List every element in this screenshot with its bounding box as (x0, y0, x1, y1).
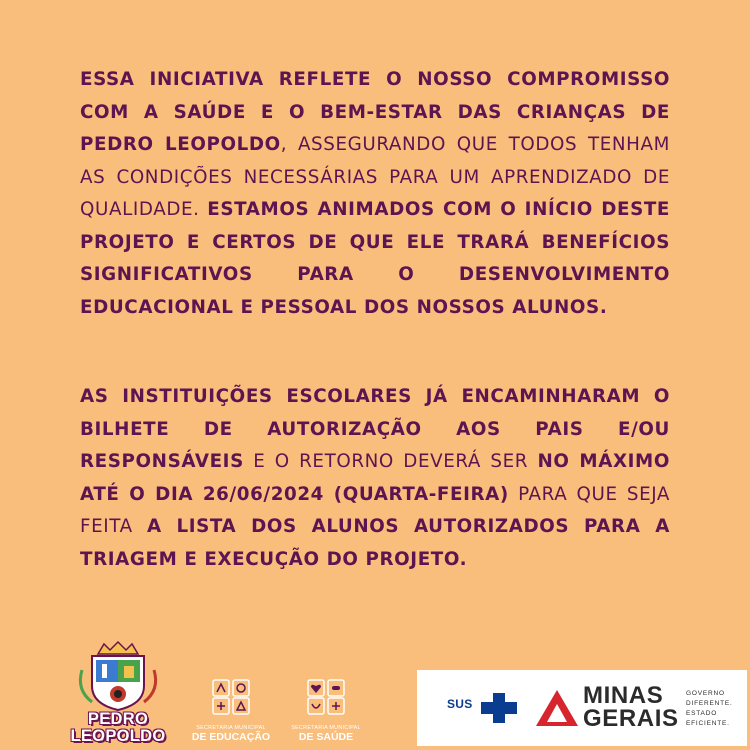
paragraph-authorization (80, 381, 670, 576)
tagline-line4: EFICIENTE. (686, 720, 730, 727)
government-tagline (686, 689, 733, 729)
list-regular: PARA QUE SEJA FEITA (80, 483, 670, 537)
education-label-big: DE EDUCAÇÃO (191, 731, 271, 743)
deadline-bold: NO MÁXIMO ATÉ O DIA 26/06/2024 (QUARTA-FEIRA) (80, 451, 670, 505)
coat-of-arms-icon (62, 640, 174, 712)
paragraph-commitment (80, 64, 670, 324)
tagline-line3: ESTADO (686, 710, 718, 717)
sus-cross-icon (481, 693, 517, 723)
minas-gerais-name (583, 684, 679, 730)
city-name-line1: PEDRO (87, 710, 149, 728)
tagline-line1: GOVERNO (686, 690, 725, 697)
commitment-regular: , ASSEGURANDO QUE TODOS TENHAM AS CONDIÇÕES NECESSÁRIAS PARA UM APRENDIZADO DE QUALIDADE. (80, 134, 670, 220)
tagline-line2: DIFERENTE. (686, 700, 733, 707)
return-regular: E O RETORNO DEVERÁ SER (243, 451, 538, 472)
health-secretariat-logo (284, 678, 368, 743)
education-label-small: SECRETARIA MUNICIPAL (196, 725, 266, 731)
state-name-line2: GERAIS (583, 705, 679, 732)
state-name-line1: MINAS (583, 682, 664, 709)
education-icons (211, 678, 251, 716)
education-secretariat-logo (186, 678, 276, 743)
commitment-bold: ESSA INICIATIVA REFLETE O NOSSO COMPROMISSO COM A SAÚDE E O BEM-ESTAR DAS CRIANÇAS DE PEDRO LEOPOLDO (80, 69, 670, 155)
health-label-big: DE SAÚDE (298, 731, 354, 743)
health-icons (306, 678, 346, 716)
city-name-line2: LEOPOLDO (70, 727, 166, 745)
sus-label: SUS (447, 697, 473, 711)
health-label-small: SECRETARIA MUNICIPAL (291, 725, 361, 731)
excitement-bold: ESTAMOS ANIMADOS COM O INÍCIO DESTE PROJETO E CERTOS DE QUE ELE TRARÁ BENEFÍCIOS SIGNIFICATIVOS PARA O DESENVOLVIMENTO EDUCACIONAL E PESSOAL DOS NOSSOS ALUNOS. (80, 199, 671, 318)
list-bold: A LISTA DOS ALUNOS AUTORIZADOS PARA A TRIAGEM E EXECUÇÃO DO PROJETO. (80, 516, 670, 570)
government-logos-box (417, 670, 747, 746)
minas-gerais-triangle-icon (536, 690, 578, 726)
pedro-leopoldo-logo (62, 640, 174, 748)
authorization-bold: AS INSTITUIÇÕES ESCOLARES JÁ ENCAMINHARAM O BILHETE DE AUTORIZAÇÃO AOS PAIS E/OU RESPONSÁVEIS (80, 386, 670, 472)
